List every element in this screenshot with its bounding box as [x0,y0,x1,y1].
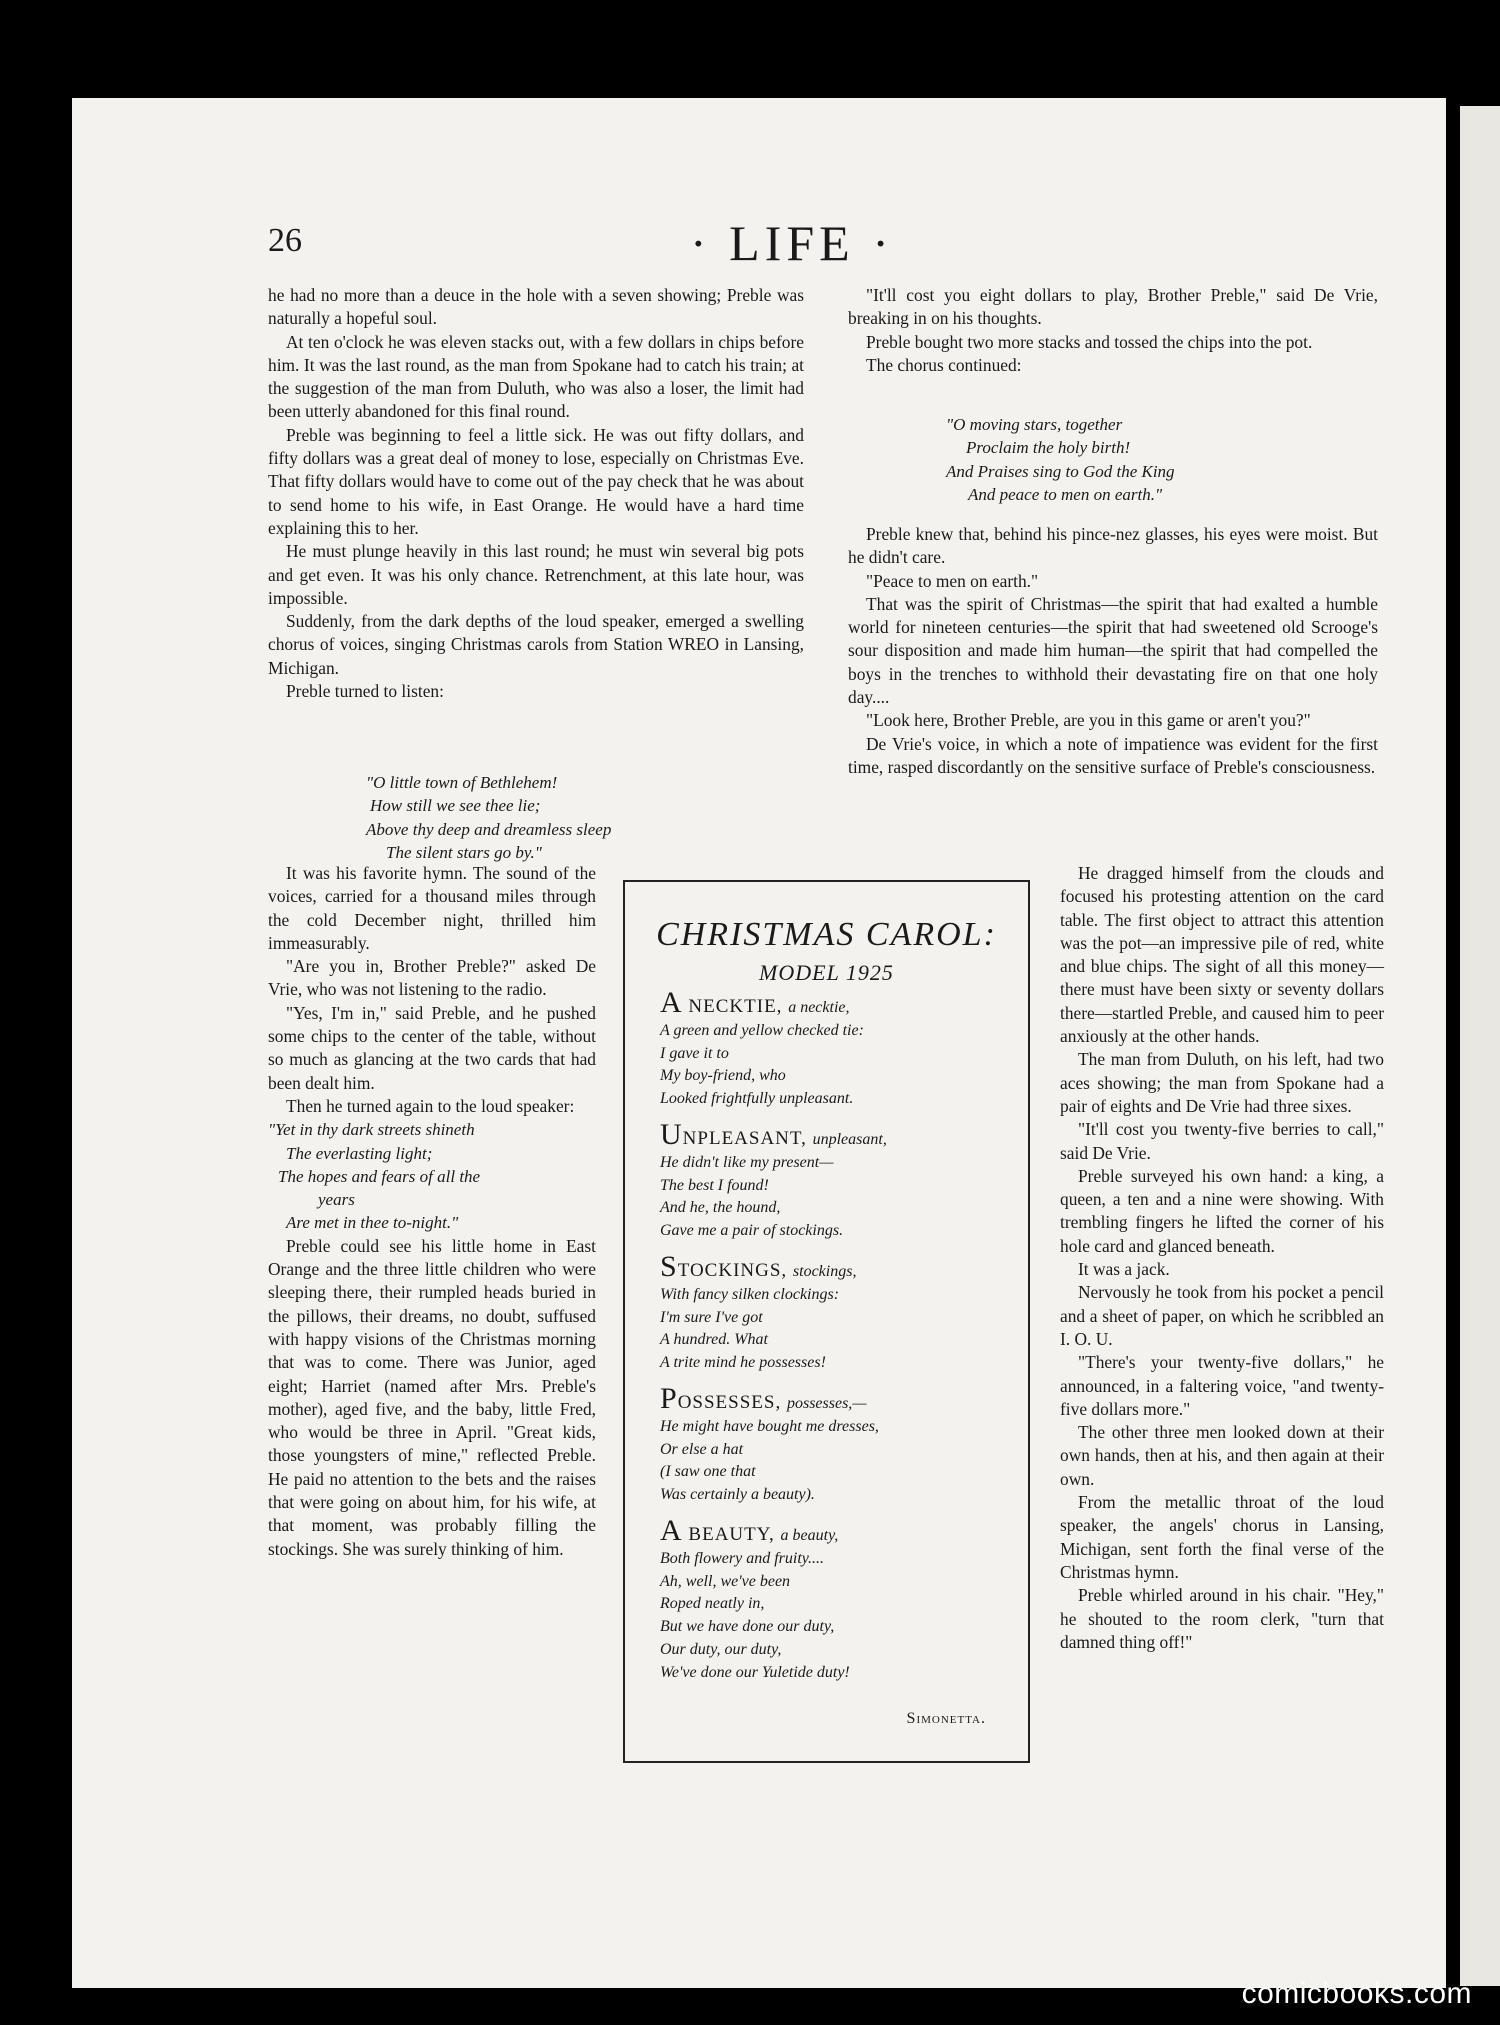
paragraph: Preble surveyed his own hand: a king, a queen, a ten and a nine were showing. With trembling fingers he lifted the corner of his hole card and glanced beneath. [1060,1165,1384,1256]
paragraph: The chorus continued: [866,354,1022,375]
poem-stanza [660,1514,1020,1685]
paragraph: "It'll cost you twenty-five berries to call," said De Vrie. [1060,1119,1384,1163]
poem-line: And he, the hound, [660,1199,781,1217]
poem-box [623,880,1030,1763]
stanza-head: TOCKINGS, [677,1260,788,1281]
paragraph: He dragged himself from the clouds and focused his protesting attention on the card table. The first object to attract this attention was the pot—an impressive pile of red, white and blue chips. The sight of all this money—there must have been sixty or seventy dollars there—startled Preble, and caused him to peer anxiously at the other hands. [1060,863,1384,1047]
stanza-head: OSSESSES, [677,1392,782,1413]
poem-line: (I saw one that [660,1463,756,1481]
poem-line: He didn't like my present— [660,1153,834,1171]
paragraph: Preble knew that, behind his pince-nez glasses, his eyes were moist. But he didn't care. [848,524,1378,568]
stanza-head: NECKTIE, [682,996,783,1017]
verse-line: Are met in thee to-night." [286,1213,459,1233]
drop-cap: P [660,1382,678,1415]
narrow-right-column [1060,862,1384,1654]
right-column-continued [848,523,1378,779]
drop-cap: A [660,1514,683,1547]
paragraph: he had no more than a deuce in the hole with a seven showing; Preble was naturally a hopeful soul. [268,285,804,329]
paragraph: "It'll cost you eight dollars to play, Brother Preble," said De Vrie, breaking in on his thoughts. [848,285,1378,329]
poem-line: He might have bought me dresses, [660,1417,879,1435]
poem-stanza [660,1118,1020,1243]
poem-line: A trite mind he possesses! [660,1354,826,1372]
poem-line: Looked frightfully unpleasant. [660,1090,854,1108]
drop-cap: U [660,1118,683,1151]
paragraph: At ten o'clock he was eleven stacks out, with a few dollars in chips before him. It was the last round, as the man from Spokane had to catch his train; at the suggestion of the man from Duluth, who was also a loser, the limit had been utterly abandoned for this final round. [268,331,804,422]
paragraph: Preble turned to listen: [286,681,444,702]
narrow-left-column [268,862,596,1561]
paragraph: De Vrie's voice, in which a note of impatience was evident for the first time, rasped discordantly on the sensitive surface of Preble's consciousness. [848,733,1378,777]
poem-line: Our duty, our duty, [660,1640,782,1658]
poem-signature: Simonetta. [906,1710,986,1727]
verse-line: "Yet in thy dark streets shineth [268,1120,475,1140]
poem-line: I gave it to [660,1044,729,1062]
verse-bethlehem [366,771,706,864]
stanza-echo: stockings, [792,1263,857,1280]
poem-stanza [660,1382,1020,1507]
verse-line: years [318,1190,355,1210]
poem-stanza [660,1250,1020,1375]
verse-moving-stars [946,413,1366,506]
poem-line: With fancy silken clockings: [660,1285,840,1303]
stanza-echo: a necktie, [788,999,850,1016]
poem-line: A green and yellow checked tie: [660,1021,864,1039]
poem-line: A hundred. What [660,1331,768,1349]
stanza-echo: a beauty, [780,1527,839,1544]
poem-line: Or else a hat [660,1440,744,1458]
verse-line: The silent stars go by." [386,842,542,862]
paragraph: It was his favorite hymn. The sound of the voices, carried for a thousand miles through the cold December night, thrilled him immeasurably. [268,863,596,953]
poem-line: Was certainly a beauty). [660,1486,815,1504]
poem-line: Ah, well, we've been [660,1572,791,1590]
poem-line: I'm sure I've got [660,1308,763,1326]
poem-line: Roped neatly in, [660,1595,765,1613]
adjacent-page-edge [1460,106,1500,1986]
verse-line: Proclaim the holy birth! [966,438,1131,458]
paragraph: "Peace to men on earth." [866,570,1039,591]
verse-line: And Praises sing to God the King [946,461,1175,481]
paragraph: He must plunge heavily in this last round; he must win several big pots and get even. It was his only chance. Retrenchment, at this late hour, was impossible. [268,541,804,608]
page-number: 26 [268,222,302,259]
poem-line: We've done our Yuletide duty! [660,1663,850,1681]
paragraph: Preble bought two more stacks and tossed the chips into the pot. [866,331,1313,352]
paragraph: The man from Duluth, on his left, had two aces showing; the man from Spokane had a pair of eights and De Vrie had three sixes. [1060,1049,1384,1116]
verse-line: The hopes and fears of all the [278,1166,481,1186]
paragraph: Then he turned again to the loud speaker: [286,1095,575,1116]
paragraph: "Look here, Brother Preble, are you in this game or aren't you?" [866,710,1311,731]
verse-line: How still we see thee lie; [370,796,541,816]
poem-subtitle: MODEL 1925 [759,960,894,985]
paragraph: "Are you in, Brother Preble?" asked De Vrie, who was not listening to the radio. [268,956,596,1000]
paragraph: Suddenly, from the dark depths of the loud speaker, emerged a swelling chorus of voices, singing Christmas carols from Station WREO in Lansing, Michigan. [268,611,804,678]
paragraph: "There's your twenty-five dollars," he announced, in a faltering voice, "and twenty-five dollars more." [1060,1352,1384,1419]
paragraph: From the metallic throat of the loud speaker, the angels' chorus in Lansing, Michigan, sent forth the final verse of the Christmas hymn. [1060,1492,1384,1582]
stanza-echo: possesses,— [786,1395,867,1412]
poem-line: The best I found! [660,1176,769,1194]
paragraph: The other three men looked down at their own hands, then at his, and then again at their own. [1060,1422,1384,1489]
poem-line: Both flowery and fruity.... [660,1549,824,1567]
stanza-head: BEAUTY, [682,1524,775,1545]
verse-line: "O little town of Bethlehem! [366,773,558,792]
paragraph: Nervously he took from his pocket a pencil and a sheet of paper, on which he scribbled an I. O. U. [1060,1282,1384,1349]
verse-line: The everlasting light; [286,1143,433,1163]
verse-line: Above thy deep and dreamless sleep [366,819,612,839]
verse-line: And peace to men on earth." [968,484,1163,504]
poem-line: But we have done our duty, [660,1618,835,1636]
paragraph: Preble could see his little home in East Orange and the three little children who were sleeping there, their rumpled heads buried in the pillows, their dreams, no doubt, suffused with happy visions of the Christmas morning that was to come. There was Junior, aged eight; Harriet (named after Mrs. Preble's mother), aged five, and the baby, little Fred, who would be three in April. "Great kids, those youngsters of mine," reflected Preble. He paid no attention to the bets and the raises that were going on about him, for his wife, at that moment, was probably filling the stockings. She was surely thinking of him. [268,1235,596,1559]
stanza-head: NPLEASANT, [682,1128,807,1149]
paragraph: It was a jack. [1078,1259,1170,1280]
stanza-echo: unpleasant, [812,1131,887,1148]
paragraph: "Yes, I'm in," said Preble, and he pushed some chips to the center of the table, without so much as glancing at the two cards that had been dealt him. [268,1002,596,1093]
masthead: · LIFE · [690,215,894,271]
verse-dark-streets [268,1118,596,1234]
poem-stanza [660,986,1020,1111]
poem-line: My boy-friend, who [660,1067,786,1085]
paragraph: Preble was beginning to feel a little sick. He was out fifty dollars, and fifty dollars was a great deal of money to lose, especially on Christmas Eve. That fifty dollars would have to come out of the pay check that he was about to send home to his wife, in East Orange. He would have a hard time explaining this to her. [268,424,804,538]
paragraph: Preble whirled around in his chair. "Hey," he shouted to the room clerk, "turn that damned thing off!" [1060,1585,1384,1652]
drop-cap: A [660,986,683,1019]
watermark: comicbooks.com [1241,1977,1472,2010]
poem-line: Gave me a pair of stockings. [660,1222,844,1240]
drop-cap: S [660,1250,678,1283]
paragraph: That was the spirit of Christmas—the spirit that had exalted a humble world for nineteen centuries—the spirit that had sweetened old Scrooge's sour disposition and made him human—the spirit that had compelled the boys in the trenches to withhold their devastating fire on that one holy day.... [848,593,1378,708]
poem-title: CHRISTMAS CAROL: [656,916,997,953]
right-column [848,284,1378,377]
verse-line: "O moving stars, together [946,415,1123,434]
left-column [268,284,804,703]
